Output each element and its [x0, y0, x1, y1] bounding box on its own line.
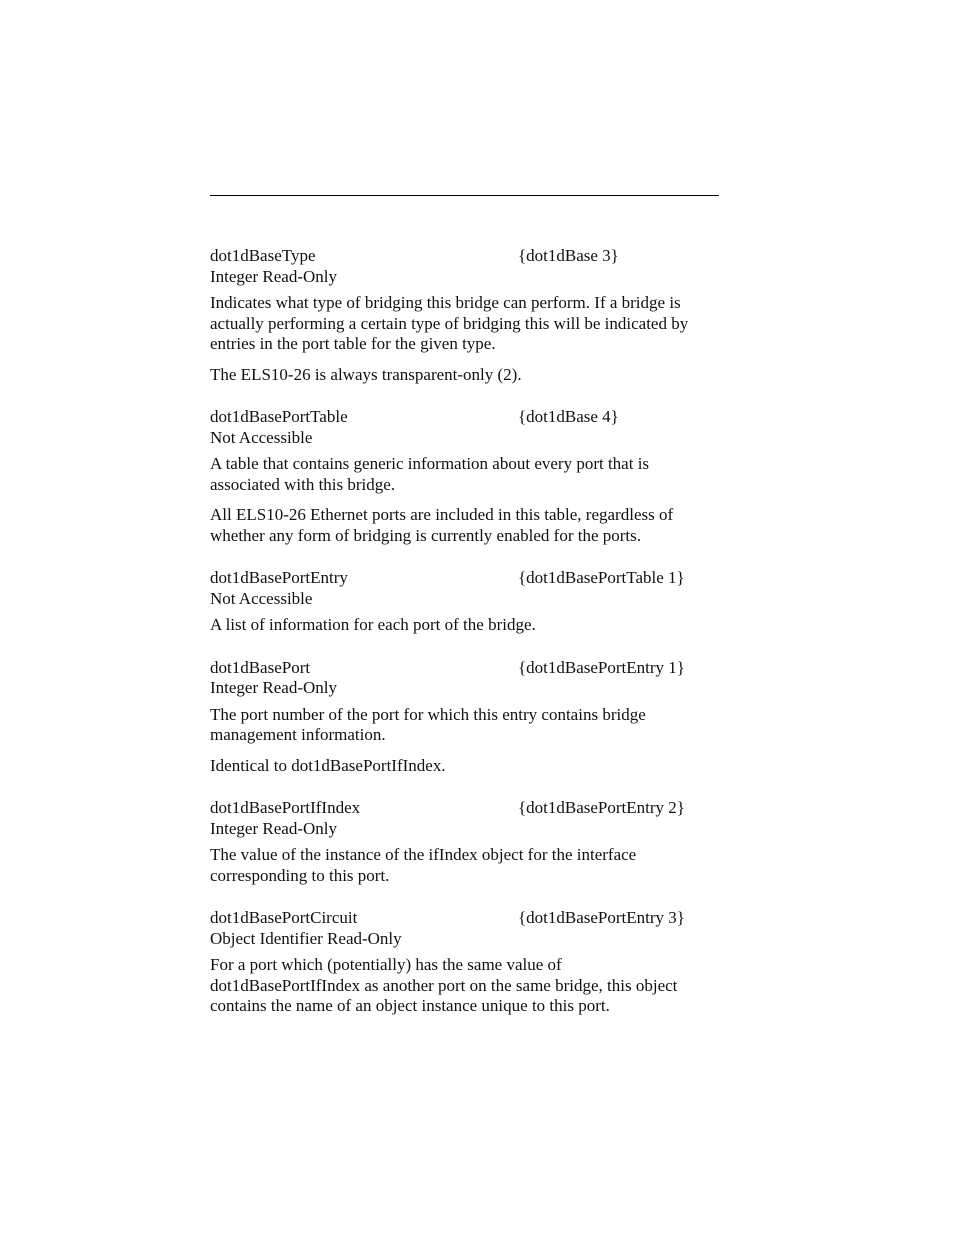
mib-entry-dot1dbaseport	[210, 658, 730, 777]
object-syntax: Not Accessible	[210, 588, 313, 608]
object-name: dot1dBasePortTable	[210, 407, 348, 426]
object-syntax: Integer Read-Only	[210, 678, 337, 697]
entry-header	[210, 407, 730, 428]
description-paragraph: For a port which (potentially) has the same value of dot1dBasePortIfIndex as another port on the same bridge, this object contains the name of an object instance unique to this port.	[210, 955, 678, 1015]
object-oid: {dot1dBasePortEntry 3}	[518, 908, 685, 927]
object-name: dot1dBasePortEntry	[210, 568, 348, 587]
object-oid: {dot1dBase 3}	[518, 246, 619, 265]
mib-entry-dot1dbaseportcircuit	[210, 908, 730, 1017]
description-paragraph: A table that contains generic information about every port that is associated with this bridge.	[210, 454, 650, 494]
entry-header	[210, 568, 730, 589]
mib-entry-dot1dbaseportifindex	[210, 798, 730, 886]
object-name: dot1dBaseType	[210, 246, 316, 265]
object-name: dot1dBasePortCircuit	[210, 908, 358, 927]
object-name: dot1dBasePort	[210, 657, 311, 677]
description-paragraph: A list of information for each port of the bridge.	[210, 615, 536, 634]
header-rule	[210, 195, 719, 196]
entry-header	[210, 908, 730, 929]
entry-header	[210, 246, 730, 267]
entry-header	[210, 658, 730, 679]
object-oid: {dot1dBasePortEntry 1}	[518, 657, 685, 677]
object-syntax: Not Accessible	[210, 427, 313, 447]
mib-entry-dot1dbaseporttable	[210, 407, 730, 546]
note-paragraph: The ELS10-26 is always transparent-only (2).	[210, 364, 522, 384]
object-name: dot1dBasePortIfIndex	[210, 798, 361, 817]
object-syntax: Object Identifier Read-Only	[210, 928, 402, 948]
mib-entry-dot1dbasetype	[210, 246, 730, 385]
note-paragraph: Identical to dot1dBasePortIfIndex.	[210, 755, 446, 775]
object-oid: {dot1dBasePortEntry 2}	[518, 798, 685, 817]
mib-entry-dot1dbaseportentry	[210, 568, 730, 636]
object-syntax: Integer Read-Only	[210, 818, 337, 838]
object-oid: {dot1dBase 4}	[518, 407, 619, 426]
description-paragraph: The value of the instance of the ifIndex object for the interface corresponding to this port.	[210, 845, 637, 885]
object-oid: {dot1dBasePortTable 1}	[518, 568, 685, 587]
object-syntax: Integer Read-Only	[210, 266, 337, 286]
mib-object-list	[210, 246, 730, 1017]
description-paragraph: Indicates what type of bridging this bridge can perform. If a bridge is actually performing a certain type of bridging this will be indicated by entries in the port table for the given type.	[210, 293, 689, 353]
note-paragraph: All ELS10-26 Ethernet ports are included in this table, regardless of whether any form of bridging is currently enabled for the ports.	[210, 505, 674, 545]
entry-header	[210, 798, 730, 819]
description-paragraph: The port number of the port for which this entry contains bridge management information.	[210, 704, 646, 744]
